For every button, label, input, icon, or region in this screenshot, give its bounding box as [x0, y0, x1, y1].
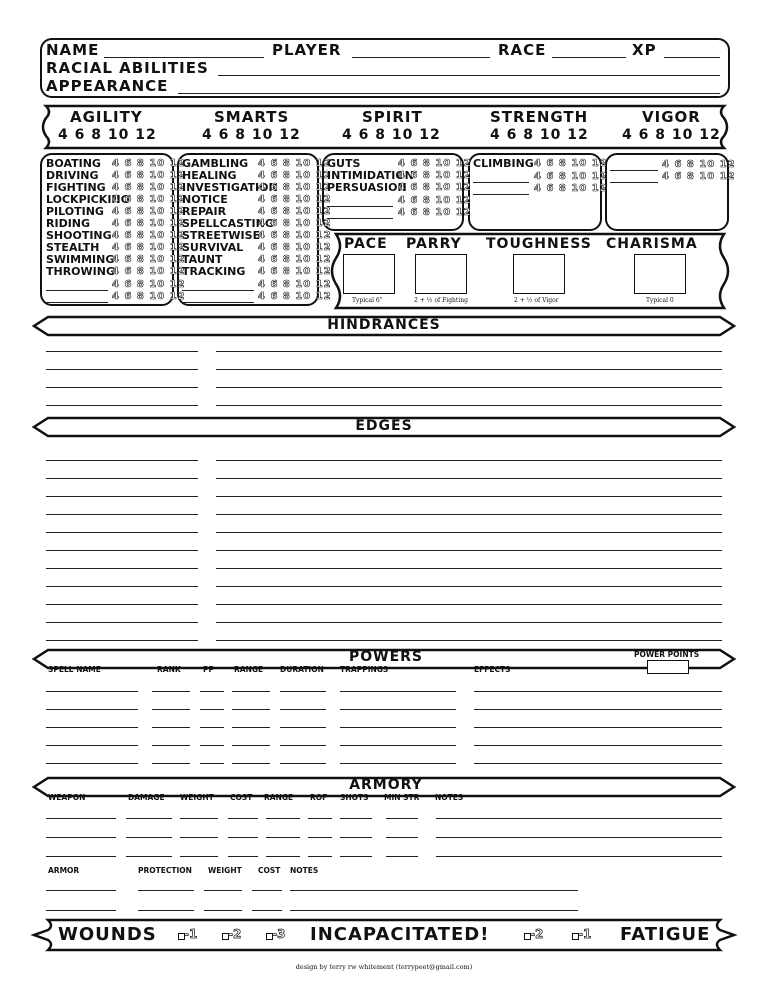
skill-repair: REPAIR	[182, 205, 227, 218]
wound-penalty-1: -1	[184, 927, 198, 941]
incapacitated-label[interactable]: INCAPACITATED!	[310, 924, 490, 945]
skill-healing: HEALING	[182, 169, 237, 182]
player-field[interactable]	[352, 57, 490, 58]
col-spell-name: SPELL NAME	[48, 665, 101, 674]
weapon-field[interactable]	[228, 856, 258, 857]
appearance-field[interactable]	[178, 93, 720, 94]
armor-field[interactable]	[252, 890, 282, 891]
attribute-smarts-dice[interactable]: 4 6 8 10 12	[202, 127, 301, 143]
wounds-label: WOUNDS	[58, 924, 157, 945]
col-protection: PROTECTION	[138, 866, 192, 875]
weapon-field[interactable]	[308, 818, 332, 819]
pace-note: Typical 6"	[352, 297, 383, 304]
weapon-field[interactable]	[308, 837, 332, 838]
power-field[interactable]	[200, 709, 224, 710]
skill-dice[interactable]: 4 6 8 10 12	[258, 206, 332, 217]
skill-dice[interactable]: 4 6 8 10 12	[258, 279, 332, 290]
skill-driving: DRIVING	[46, 169, 99, 182]
col-rank: RANK	[157, 665, 181, 674]
skill-dice[interactable]: 4 6 8 10 12	[112, 206, 186, 217]
col-trappings: TRAPPINGS	[340, 665, 389, 674]
weapon-field[interactable]	[180, 818, 218, 819]
blank-skill-field[interactable]	[182, 302, 254, 303]
attribute-spirit-dice[interactable]: 4 6 8 10 12	[342, 127, 441, 143]
racial-abilities-field[interactable]	[218, 75, 720, 76]
weapon-field[interactable]	[266, 856, 300, 857]
weapon-field[interactable]	[436, 818, 722, 819]
name-field[interactable]	[104, 57, 264, 58]
edge-name-line[interactable]	[46, 496, 198, 497]
blank-skill-field[interactable]	[327, 206, 393, 207]
skill-tracking: TRACKING	[182, 265, 246, 278]
blank-skill-field[interactable]	[610, 182, 658, 183]
attribute-agility: AGILITY	[70, 108, 143, 126]
skill-dice[interactable]: 4 6 8 10 12	[534, 158, 608, 169]
weapon-field[interactable]	[266, 818, 300, 819]
skill-survival: SURVIVAL	[182, 241, 244, 254]
weapon-field[interactable]	[180, 856, 218, 857]
attribute-smarts: SMARTS	[214, 108, 290, 126]
hindrance-name-line[interactable]	[46, 369, 198, 370]
edge-desc-line[interactable]	[216, 460, 722, 461]
weapon-field[interactable]	[386, 818, 418, 819]
power-field[interactable]	[46, 709, 138, 710]
attribute-strength-dice[interactable]: 4 6 8 10 12	[490, 127, 589, 143]
blank-skill-field[interactable]	[610, 170, 658, 171]
attribute-spirit: SPIRIT	[362, 108, 423, 126]
weapon-field[interactable]	[308, 856, 332, 857]
player-label: PLAYER	[272, 41, 342, 59]
power-field[interactable]	[152, 745, 190, 746]
edge-desc-line[interactable]	[216, 550, 722, 551]
parry-box[interactable]	[415, 254, 467, 294]
edge-name-line[interactable]	[46, 586, 198, 587]
col-rof: ROF	[310, 793, 328, 802]
skill-dice[interactable]: 4 6 8 10 12	[112, 218, 186, 229]
skill-lockpicking: LOCKPICKING	[46, 193, 130, 206]
skill-climbing: CLIMBING	[473, 157, 534, 170]
edge-name-line[interactable]	[46, 532, 198, 533]
skill-dice[interactable]: 4 6 8 10 12	[258, 218, 332, 229]
toughness-note: 2 + ½ of Vigor	[514, 297, 559, 304]
toughness-box[interactable]	[513, 254, 565, 294]
col-armor: ARMOR	[48, 866, 80, 875]
edge-desc-line[interactable]	[216, 640, 722, 641]
skill-dice[interactable]: 4 6 8 10 12	[112, 230, 186, 241]
skill-shooting: SHOOTING	[46, 229, 112, 242]
edge-name-line[interactable]	[46, 514, 198, 515]
charisma-note: Typical 0	[646, 297, 674, 304]
armor-field[interactable]	[204, 890, 242, 891]
power-field[interactable]	[232, 763, 270, 764]
power-field[interactable]	[46, 727, 138, 728]
blank-skill-field[interactable]	[46, 302, 108, 303]
edge-desc-line[interactable]	[216, 622, 722, 623]
skill-swimming: SWIMMING	[46, 253, 115, 266]
weapon-field[interactable]	[46, 856, 116, 857]
skill-dice[interactable]: 4 6 8 10 12	[112, 194, 186, 205]
wound-penalty-2: -2	[228, 927, 242, 941]
col-weapon: WEAPON	[48, 793, 86, 802]
skill-boating: BOATING	[46, 157, 101, 170]
skill-investigation: INVESTIGATION	[182, 181, 278, 194]
hindrance-name-line[interactable]	[46, 405, 198, 406]
col-armor-weight: WEIGHT	[208, 866, 242, 875]
edge-desc-line[interactable]	[216, 514, 722, 515]
skill-dice[interactable]: 4 6 8 10 12	[398, 170, 472, 181]
power-field[interactable]	[152, 709, 190, 710]
weapon-field[interactable]	[46, 837, 116, 838]
hindrance-desc-line[interactable]	[216, 387, 722, 388]
hindrance-name-line[interactable]	[46, 387, 198, 388]
edge-name-line[interactable]	[46, 622, 198, 623]
power-field[interactable]	[200, 727, 224, 728]
hindrance-desc-line[interactable]	[216, 405, 722, 406]
skill-gambling: GAMBLING	[182, 157, 249, 170]
weapon-field[interactable]	[126, 837, 172, 838]
skill-dice[interactable]: 4 6 8 10 12	[112, 158, 186, 169]
power-field[interactable]	[152, 763, 190, 764]
power-field[interactable]	[232, 691, 270, 692]
power-field[interactable]	[280, 727, 326, 728]
power-field[interactable]	[474, 763, 722, 764]
skill-dice[interactable]: 4 6 8 10 12	[534, 183, 608, 194]
weapon-field[interactable]	[386, 856, 418, 857]
armor-field[interactable]	[290, 890, 578, 891]
skill-dice[interactable]: 4 6 8 10 12	[112, 266, 186, 277]
skill-intimidation: INTIMIDATION	[327, 169, 414, 182]
weapon-field[interactable]	[266, 837, 300, 838]
edge-desc-line[interactable]	[216, 478, 722, 479]
skill-dice[interactable]: 4 6 8 10 12	[112, 242, 186, 253]
attribute-strength: STRENGTH	[490, 108, 589, 126]
pace-box[interactable]	[343, 254, 395, 294]
skill-dice[interactable]: 4 6 8 10 12	[112, 279, 186, 290]
power-field[interactable]	[200, 763, 224, 764]
attribute-vigor: VIGOR	[642, 108, 701, 126]
skill-taunt: TAUNT	[182, 253, 223, 266]
hindrance-desc-line[interactable]	[216, 351, 722, 352]
power-field[interactable]	[280, 709, 326, 710]
power-points-label: POWER POINTS	[634, 650, 700, 659]
edge-desc-line[interactable]	[216, 586, 722, 587]
parry-label: PARRY	[406, 236, 462, 252]
power-field[interactable]	[280, 763, 326, 764]
power-field[interactable]	[232, 727, 270, 728]
weapon-field[interactable]	[46, 818, 116, 819]
skill-dice[interactable]: 4 6 8 10 12	[398, 207, 472, 218]
col-notes: NOTES	[435, 793, 464, 802]
edge-name-line[interactable]	[46, 568, 198, 569]
charisma-box[interactable]	[634, 254, 686, 294]
power-field[interactable]	[152, 727, 190, 728]
hindrance-name-line[interactable]	[46, 351, 198, 352]
racial-abilities-label: RACIAL ABILITIES	[46, 59, 209, 77]
edge-desc-line[interactable]	[216, 604, 722, 605]
power-field[interactable]	[340, 763, 456, 764]
col-armor-cost: COST	[258, 866, 281, 875]
col-shots: SHOTS	[340, 793, 369, 802]
blank-skill-field[interactable]	[46, 290, 108, 291]
skill-dice[interactable]: 4 6 8 10 12	[398, 158, 472, 169]
skill-dice[interactable]: 4 6 8 10 12	[662, 159, 736, 170]
armor-field[interactable]	[46, 890, 116, 891]
skill-dice[interactable]: 4 6 8 10 12	[258, 182, 332, 193]
power-field[interactable]	[280, 745, 326, 746]
skill-spellcasting: SPELLCASTING	[182, 217, 274, 230]
col-effects: EFFECTS	[474, 665, 511, 674]
col-weight: WEIGHT	[180, 793, 214, 802]
fatigue-penalty-2: -2	[530, 927, 544, 941]
skill-notice: NOTICE	[182, 193, 228, 206]
edge-name-line[interactable]	[46, 640, 198, 641]
edge-name-line[interactable]	[46, 604, 198, 605]
skill-dice[interactable]: 4 6 8 10 12	[534, 171, 608, 182]
skill-dice[interactable]: 4 6 8 10 12	[258, 230, 332, 241]
power-field[interactable]	[46, 691, 138, 692]
power-field[interactable]	[280, 691, 326, 692]
xp-field[interactable]	[664, 57, 720, 58]
attribute-agility-dice[interactable]: 4 6 8 10 12	[58, 127, 157, 143]
blank-skill-field[interactable]	[182, 290, 254, 291]
toughness-label: TOUGHNESS	[486, 236, 592, 252]
hindrances-title: HINDRANCES	[327, 317, 441, 333]
armor-field[interactable]	[204, 910, 242, 911]
skill-piloting: PILOTING	[46, 205, 104, 218]
edge-desc-line[interactable]	[216, 532, 722, 533]
col-range: RANGE	[264, 793, 294, 802]
power-field[interactable]	[232, 709, 270, 710]
power-field[interactable]	[46, 745, 138, 746]
weapon-field[interactable]	[228, 837, 258, 838]
power-field[interactable]	[340, 727, 456, 728]
skill-fighting: FIGHTING	[46, 181, 106, 194]
skill-dice[interactable]: 4 6 8 10 12	[398, 195, 472, 206]
weapon-field[interactable]	[386, 837, 418, 838]
weapon-field[interactable]	[436, 856, 722, 857]
power-field[interactable]	[474, 709, 722, 710]
power-field[interactable]	[200, 745, 224, 746]
power-field[interactable]	[340, 709, 456, 710]
power-field[interactable]	[152, 691, 190, 692]
wound-penalty-3: -3	[272, 927, 286, 941]
charisma-label: CHARISMA	[606, 236, 698, 252]
pace-label: PACE	[344, 236, 388, 252]
xp-label: XP	[632, 41, 657, 59]
designer-credit: design by terry rw whitement (terrypeet@gmail.com)	[295, 963, 473, 971]
skill-dice[interactable]: 4 6 8 10 12	[112, 182, 186, 193]
edge-name-line[interactable]	[46, 478, 198, 479]
col-duration: DURATION	[280, 665, 324, 674]
power-field[interactable]	[474, 745, 722, 746]
weapon-field[interactable]	[126, 818, 172, 819]
edge-desc-line[interactable]	[216, 496, 722, 497]
weapon-field[interactable]	[228, 818, 258, 819]
skill-dice[interactable]: 4 6 8 10 12	[258, 242, 332, 253]
col-pp: PP	[203, 665, 214, 674]
power-field[interactable]	[200, 691, 224, 692]
power-points-box[interactable]	[647, 660, 689, 674]
edges-title: EDGES	[355, 418, 413, 434]
blank-skill-field[interactable]	[473, 182, 529, 183]
power-field[interactable]	[340, 691, 456, 692]
fatigue-label: FATIGUE	[620, 924, 711, 945]
race-field[interactable]	[552, 57, 626, 58]
skill-guts: GUTS	[327, 157, 361, 170]
col-cost: COST	[230, 793, 253, 802]
skill-dice[interactable]: 4 6 8 10 12	[112, 291, 186, 302]
skill-stealth: STEALTH	[46, 241, 100, 254]
blank-skill-field[interactable]	[473, 194, 529, 195]
skill-dice[interactable]: 4 6 8 10 12	[258, 158, 332, 169]
weapon-field[interactable]	[436, 837, 722, 838]
edge-desc-line[interactable]	[216, 568, 722, 569]
edge-name-line[interactable]	[46, 460, 198, 461]
weapon-field[interactable]	[340, 818, 372, 819]
skill-dice[interactable]: 4 6 8 10 12	[258, 266, 332, 277]
armory-title: ARMORY	[349, 777, 423, 793]
name-label: NAME	[46, 41, 100, 59]
weapon-field[interactable]	[340, 837, 372, 838]
power-field[interactable]	[474, 727, 722, 728]
skill-riding: RIDING	[46, 217, 91, 230]
armor-field[interactable]	[252, 910, 282, 911]
armor-field[interactable]	[138, 910, 194, 911]
weapon-field[interactable]	[340, 856, 372, 857]
col-damage: DAMAGE	[128, 793, 165, 802]
skill-persuasion: PERSUASION	[327, 181, 407, 194]
skill-dice[interactable]: 4 6 8 10 12	[258, 170, 332, 181]
skill-dice[interactable]: 4 6 8 10 12	[258, 254, 332, 265]
parry-note: 2 + ½ of Fighting	[414, 297, 468, 304]
race-label: RACE	[498, 41, 547, 59]
armor-field[interactable]	[138, 890, 194, 891]
hindrance-desc-line[interactable]	[216, 369, 722, 370]
appearance-label: APPEARANCE	[46, 77, 169, 95]
power-field[interactable]	[232, 745, 270, 746]
skill-dice[interactable]: 4 6 8 10 12	[112, 254, 186, 265]
skill-dice[interactable]: 4 6 8 10 12	[398, 182, 472, 193]
skill-dice[interactable]: 4 6 8 10 12	[258, 194, 332, 205]
armor-field[interactable]	[290, 910, 578, 911]
col-armor-notes: NOTES	[290, 866, 319, 875]
weapon-field[interactable]	[180, 837, 218, 838]
power-field[interactable]	[46, 763, 138, 764]
fatigue-penalty-1: -1	[578, 927, 592, 941]
skill-dice[interactable]: 4 6 8 10 12	[258, 291, 332, 302]
col-min-str: MIN STR	[384, 793, 420, 802]
power-field[interactable]	[474, 691, 722, 692]
skill-throwing: THROWING	[46, 265, 115, 278]
blank-skill-field[interactable]	[327, 218, 393, 219]
skill-dice[interactable]: 4 6 8 10 12	[662, 171, 736, 182]
edge-name-line[interactable]	[46, 550, 198, 551]
skill-dice[interactable]: 4 6 8 10 12	[112, 170, 186, 181]
attribute-vigor-dice[interactable]: 4 6 8 10 12	[622, 127, 721, 143]
skill-streetwise: STREETWISE	[182, 229, 261, 242]
armor-field[interactable]	[46, 910, 116, 911]
power-field[interactable]	[340, 745, 456, 746]
weapon-field[interactable]	[126, 856, 172, 857]
powers-title: POWERS	[348, 649, 424, 665]
col-range: RANGE	[234, 665, 264, 674]
